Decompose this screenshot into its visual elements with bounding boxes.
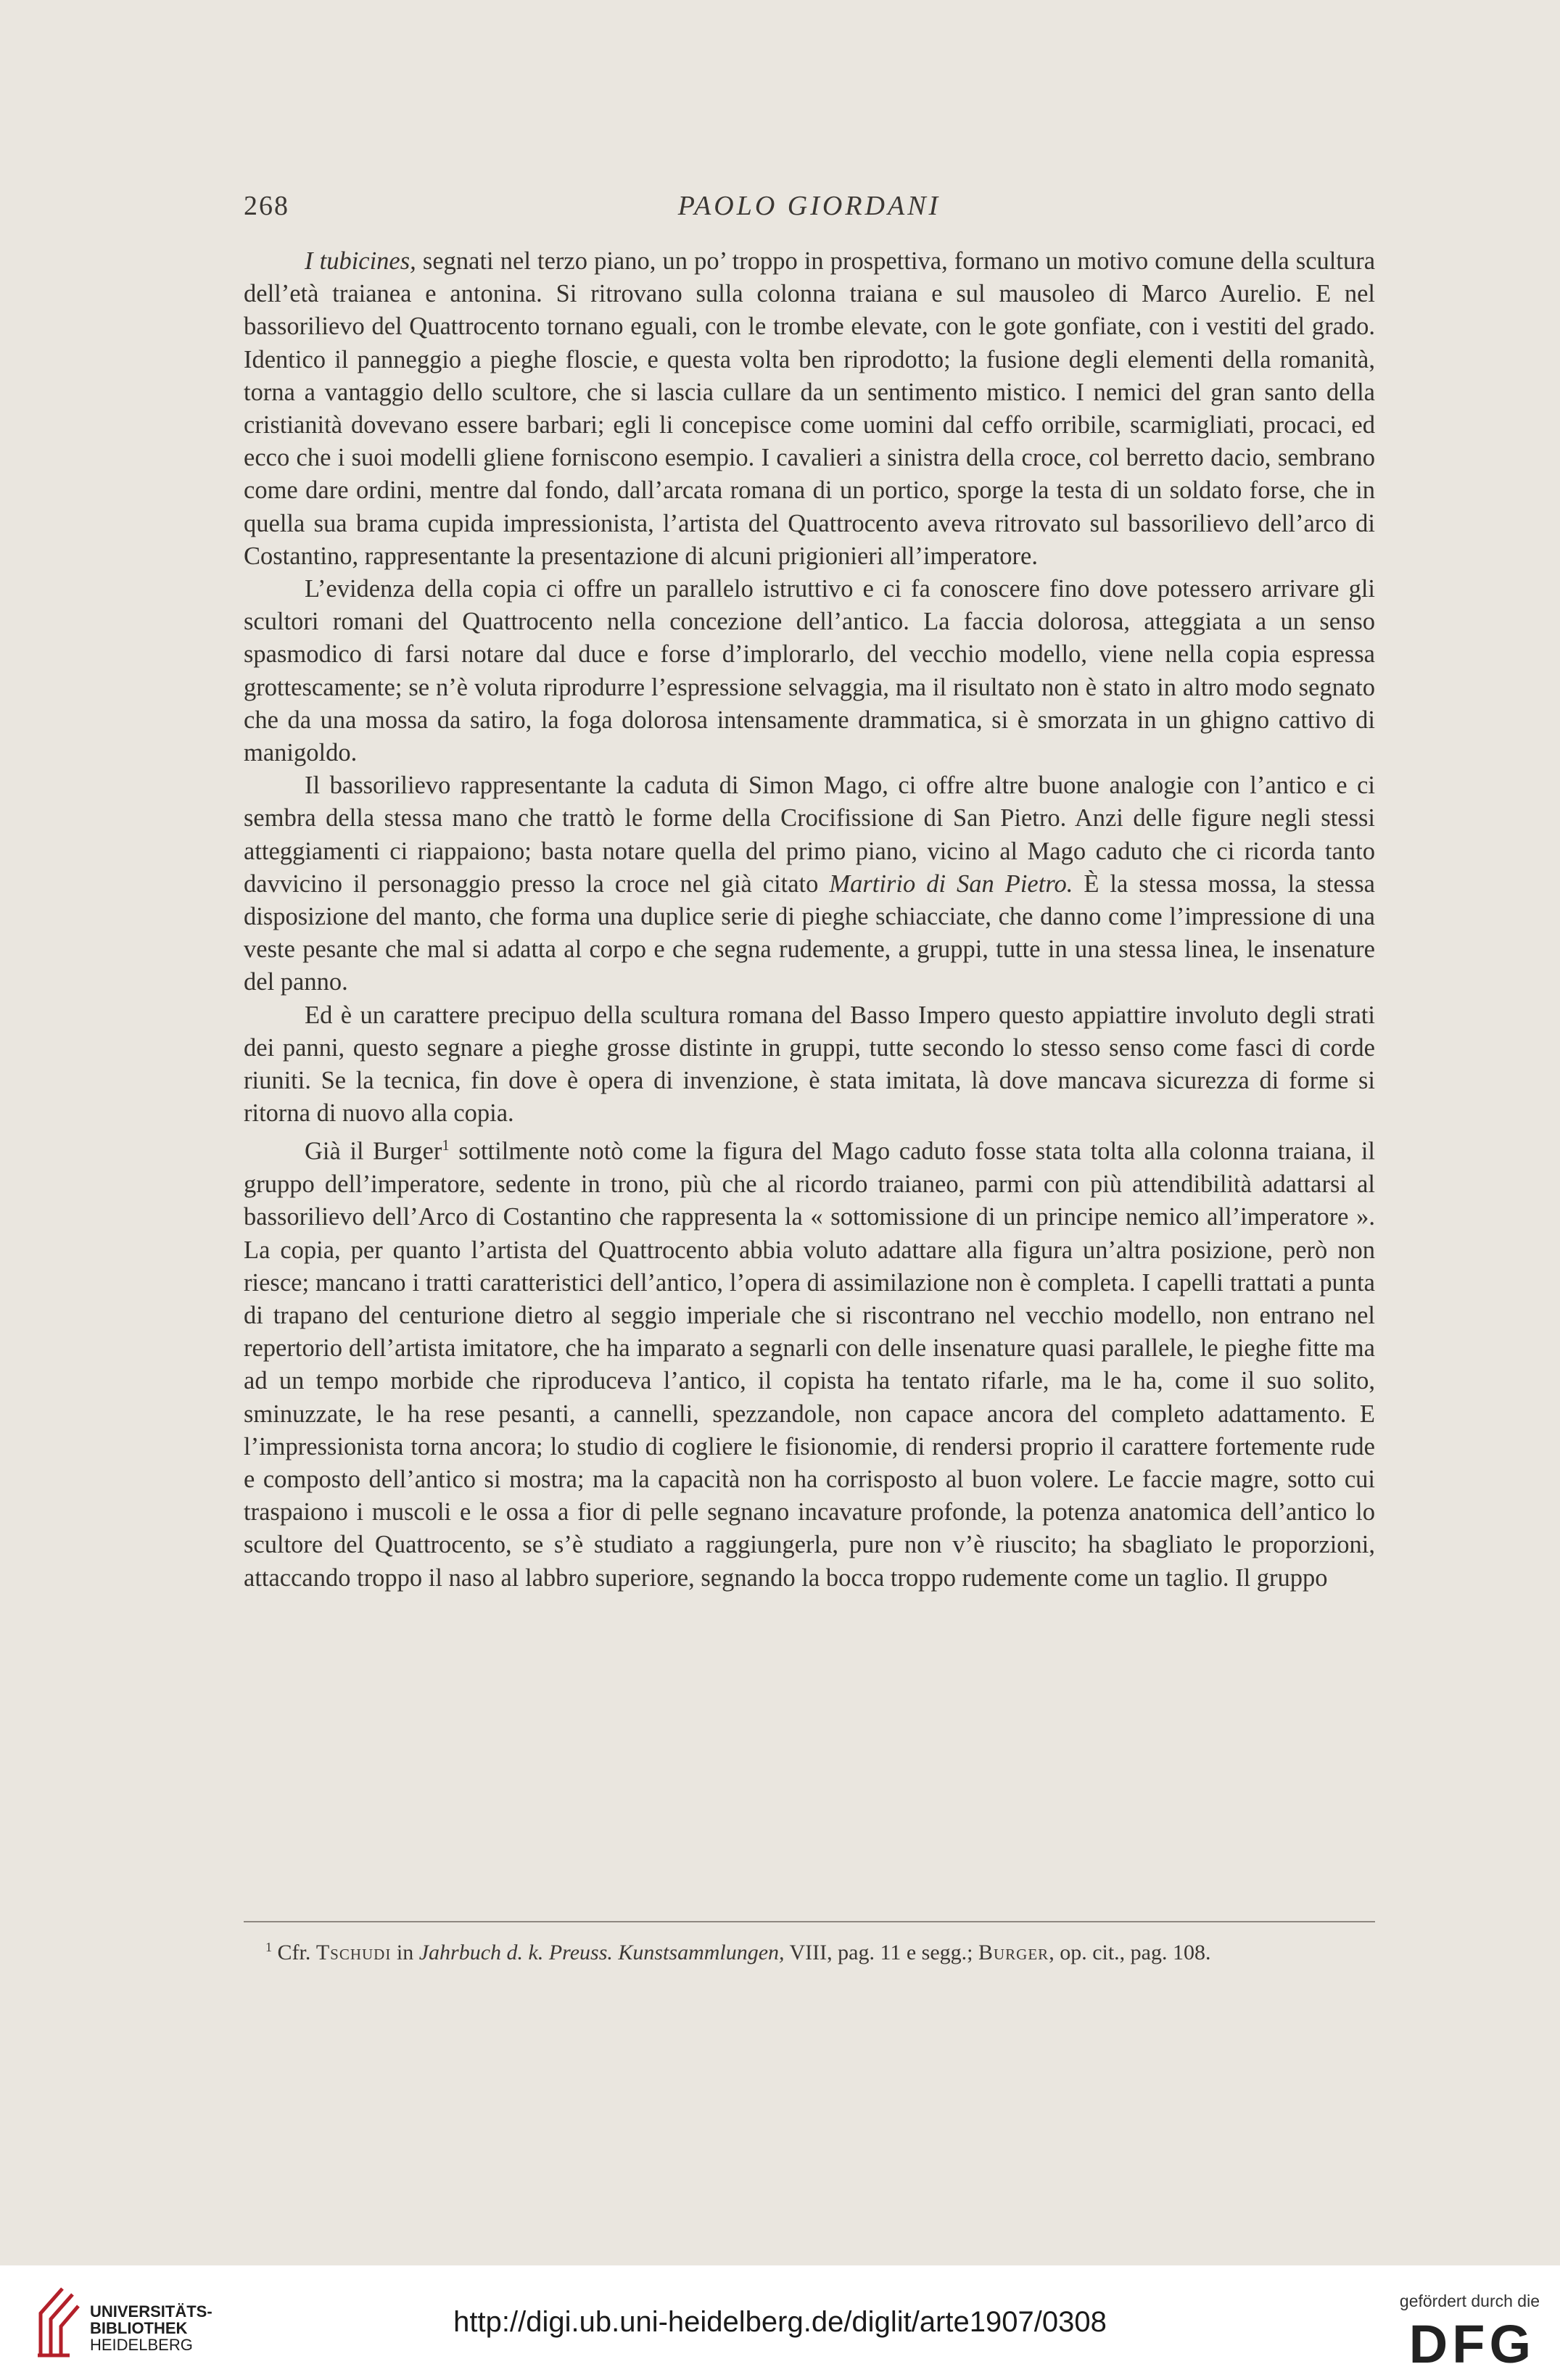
- footnote-reference[interactable]: 1: [442, 1138, 450, 1154]
- footnote-author: Tschudi: [315, 1941, 392, 1964]
- running-head: [244, 190, 1375, 234]
- permalink-url[interactable]: http://digi.ub.uni-heidelberg.de/diglit/arte1907/0308: [453, 2306, 1107, 2338]
- paragraph: [244, 769, 1375, 999]
- viewer-footer: [0, 2265, 1560, 2380]
- paragraph: [244, 573, 1375, 769]
- footnote-mark: 1: [265, 1940, 272, 1954]
- page-number: 268: [244, 191, 289, 221]
- footnote: [244, 1933, 1375, 1967]
- library-name-line: HEIDELBERG: [90, 2336, 193, 2354]
- footnote-text: , op. cit., pag. 108.: [1049, 1941, 1211, 1964]
- body-text: [244, 245, 1375, 1595]
- paragraph-text: segnati nel terzo piano, un po’ troppo in prospettiva, formano un motivo comune della scultura dell’età traianea e antonina. Si ritrovano sulla colonna traiana e sul mausoleo di Marco Aurelio. E nel bassorilievo del Quattrocento tornano eguali, con le trombe elevate, con le gote gonfiate, con i vestiti del grado. Identico il panneggio a pieghe floscie, e questa volta ben riprodotto; la fusione degli elementi della romanità, torna a vantaggio dello scultore, che si lascia cullare da un sentimento mistico. I nemici del gran santo della cristianità dovevano essere barbari; egli li concepisce come uomini dal ceffo orribile, scarmigliati, procaci, ed ecco che i suoi modelli gliene forniscono esempio. I cavalieri a sinistra della croce, col berretto dacio, sembrano come dare ordini, mentre dal fondo, dall’arcata romana di un portico, sporge la testa di un soldato forse, che in quella sua brama cupida impressionista, l’artista del Quattrocento aveva ritrovato sul bassorilievo dell’arco di Costantino, rappresentante la presentazione di alcuni prigionieri all’imperatore.: [244, 247, 1376, 570]
- paragraph: [244, 999, 1375, 1131]
- paragraph-text: Ed è un carattere precipuo della scultura romana del Basso Impero questo appiattire involuto degli strati dei panni, questo segnare a pieghe grosse distinte in gruppi, tutte secondo lo stesso senso come fasci di corde riuniti. Se la tecnica, fin dove è opera di invenzione, è stata imitata, là dove mancava sicurezza di forme si ritorna di nuovo alla copia.: [244, 1001, 1375, 1128]
- library-name-line: UNIVERSITÄTS-: [90, 2302, 212, 2321]
- paragraph: [244, 1130, 1375, 1594]
- paragraph: [244, 245, 1375, 573]
- footnote-journal: Jahrbuch d. k. Preuss. Kunstsammlungen,: [418, 1941, 785, 1964]
- funding-caption: gefördert durch die: [1399, 2292, 1540, 2310]
- paragraph-text: Il bassorilievo rappresentante la caduta di Simon Mago, ci offre altre buone analogie con l’antico e ci sembra della stessa mano che trattò le forme della Crocifissione di San Pietro. Anzi delle figure negli stessi atteggiamenti ci riappaiono; basta notare quella del primo piano, vicino al Mago caduto che ci ricorda tanto davvicino il personaggio presso la croce nel già citato: [244, 772, 1375, 898]
- library-name-line: BIBLIOTHEK: [90, 2319, 188, 2337]
- footnote-text: VIII, pag. 11 e segg.;: [784, 1941, 978, 1964]
- paragraph-text: Già il Burger: [305, 1137, 442, 1165]
- paragraph-text: sottilmente notò come la figura del Mago caduto fosse stata tolta alla colonna traiana, il gruppo dell’imperatore, sedente in trono, più che al ricordo traianeo, parmi con più attendibilità adattarsi al bassorilievo dell’Arco di Costantino che rappresenta la « sottomissione di un principe nemico all’imperatore ». La copia, per quanto l’artista del Quattrocento abbia voluto adattare alla figura un’altra posizione, però non riesce; mancano i tratti caratteristici dell’antico, l’opera di assimilazione non è completa. I capelli trattati a punta di trapano del centurione dietro al seggio imperiale che si riscontrano nel vecchio modello, non entrano nel repertorio dell’artista imitatore, che ha imparato a segnarli con delle insenature quasi parallele, le pieghe fitte ma ad un tempo morbide che riproduceva l’antico, il copista ha tentato rifarle, ma le ha, come il suo solito, sminuzzate, le ha rese pesanti, a cannelli, spezzandole, non capace ancora del completo adattamento. E l’impressionista torna ancora; lo studio di cogliere le fisionomie, di rendersi proprio il carattere fortemente rude e composto dell’antico si mostra; ma la capacità non ha corrisposto al buon volere. Le faccie magre, sotto cui traspaiono i muscoli e le ossa a fior di pelle segnano incavature profonde, la potenza anatomica dell’antico lo scultore del Quattrocento, se s’è studiato a raggiungerla, pure non v’è riuscito; ha sbagliato le proporzioni, attaccando troppo il naso al labbro superiore, segnando la bocca troppo rudemente come un taglio. Il gruppo: [244, 1137, 1375, 1592]
- running-title: PAOLO GIORDANI: [677, 191, 941, 221]
- italic-term: I tubicines,: [305, 247, 416, 275]
- footnote-divider: [244, 1921, 1375, 1922]
- paragraph-text: È la stessa mossa, la stessa disposizione del manto, che forma una duplice serie di pieghe schiacciate, che danno come l’impressione di una veste pesante che mal si adatta al corpo e che segna rudemente, a gruppi, tutte in una stessa linea, le insenature del panno.: [244, 869, 1375, 996]
- footnote-text: Cfr.: [277, 1941, 316, 1964]
- dfg-logo-icon: DFG: [1408, 2314, 1535, 2374]
- italic-title: Martirio di San Pietro.: [829, 869, 1073, 898]
- footnote-text: in: [391, 1941, 419, 1964]
- footnote-author: Burger: [978, 1941, 1049, 1964]
- paragraph-text: L’evidenza della copia ci offre un parallelo istruttivo e ci fa conoscere fino dove potessero arrivare gli scultori romani del Quattrocento nella concezione dell’antico. La faccia dolorosa, atteggiata a un senso spasmodico di farsi notare dal duce e forse d’implorarlo, del vecchio modello, viene nella copia espressa grottescamente; se n’è voluta riprodurre l’espressione selvaggia, ma il risultato non è stato in altro modo segnato che da una mossa da satiro, la foga dolorosa intensamente drammatica, si è smorzata in un ghigno cattivo di manigoldo.: [244, 575, 1375, 767]
